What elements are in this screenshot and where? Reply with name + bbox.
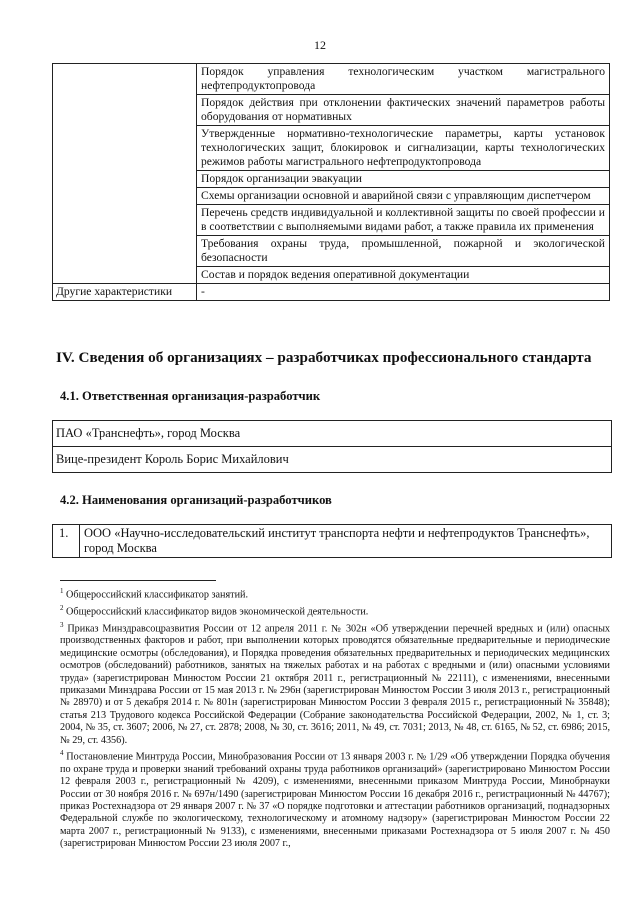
responsible-org-signatory: Вице-президент Король Борис Михайлович [53, 447, 612, 473]
developer-org-name: ООО «Научно-исследовательский институт транспорта нефти и нефтепродуктов Транснефть», город Москва [80, 525, 612, 558]
requirements-table [52, 63, 610, 301]
developer-orgs-table [52, 524, 612, 558]
table-cell-value: Утвержденные нормативно-технологические параметры, карты установок технологических защит, блокировок и сигнализации, карты технологических режимов работы магистрального нефтепродуктопровода [197, 126, 610, 171]
developer-orgs-heading: 4.2. Наименования организаций-разработчиков [60, 493, 332, 507]
table-cell-value: Перечень средств индивидуальной и коллективной защиты по своей профессии и в соответствии с выполняемыми видами работ, а также правила их применения [197, 205, 610, 236]
footnote [60, 602, 610, 619]
page-number: 12 [314, 38, 326, 52]
footnote [60, 619, 610, 747]
footnote [60, 585, 610, 602]
section-title: IV. Сведения об организациях – разработчиках профессионального стандарта [56, 349, 592, 366]
footnote [60, 747, 610, 851]
table-cell-value: Схемы организации основной и аварийной связи с управляющим диспетчером [197, 188, 610, 205]
footnote-separator [60, 580, 216, 581]
responsible-org-table [52, 420, 612, 473]
responsible-org-heading: 4.1. Ответственная организация-разработчик [60, 389, 321, 403]
footnote-text: Общероссийский классификатор занятий. [66, 589, 249, 601]
table-cell-value: Порядок организации эвакуации [197, 171, 610, 188]
footnote-text: Постановление Минтруда России, Минобразования России от 13 января 2003 г. № 1/29 «Об утверждении Порядка обучения по охране труда и проверки знаний требований охраны труда работников организаций» (зарегистрировано Минюстом России 12 февраля 2003 г., регистрационный № 4209), с изменениями, внесенными приказом Минтруда России, Минобрнауки России от 30 ноября 2016 г. № 697н/1490 (зарегистрирован Минюстом России 16 декабря 2016 г., регистрационный № 44767); приказ Ростехнадзора от 29 января 2007 г. № 37 «О порядке подготовки и аттестации работников организаций, поднадзорных Федеральной службе по экологическому, технологическому и атомному надзору» (зарегистрирован Минюстом России 22 марта 2007 г., регистрационный № 9133), с изменениями, внесенными приказами Ростехнадзора от 5 июля 2007 г. № 450 (зарегистрирован Минюстом России 23 июля 2007 г., [60, 751, 611, 850]
footnote-mark: 2 [60, 603, 64, 612]
table-cell-value: Состав и порядок ведения оперативной документации [197, 267, 610, 284]
table-row [53, 64, 610, 95]
footnotes [60, 585, 610, 851]
table-cell-value: - [197, 284, 610, 301]
table-row [53, 421, 612, 447]
table-row [53, 447, 612, 473]
table-cell-label: Другие характеристики [53, 284, 197, 301]
responsible-org-name: ПАО «Транснефть», город Москва [53, 421, 612, 447]
footnote-mark: 1 [60, 587, 64, 595]
table-cell-label [53, 64, 197, 284]
footnote-text: Общероссийский классификатор видов экономической деятельности. [66, 606, 369, 618]
table-cell-value: Требования охраны труда, промышленной, пожарной и экологической безопасности [197, 236, 610, 267]
developer-org-number: 1. [53, 525, 80, 558]
table-row [53, 525, 612, 558]
footnote-mark: 3 [60, 620, 64, 629]
footnote-mark: 4 [60, 749, 64, 758]
footnote-text: Приказ Минздравсоцразвития России от 12 апреля 2011 г. № 302н «Об утверждении перечней вредных и (или) опасных производственных факторов и работ, при выполнении которых проводятся обязательные предварительные и периодические медицинские осмотры (обследования), и Порядка проведения обязательных предварительных и периодических медицинских осмотров (обследований) работников, занятых на тяжелых работах и на работах с вредными и (или) опасными условиями труда» (зарегистрирован Минюстом России 21 октября 2011 г., регистрационный № 22111), с изменениями, внесенными приказами Минздрава России от 15 мая 2013 г. № 296н (зарегистрирован Минюстом России 3 июля 2013 г., регистрационный № 28970) и от 5 декабря 2014 г. № 801н (зарегистрирован Минюстом России 3 февраля 2015 г., регистрационный № 35848); статья 213 Трудового кодекса Российской Федерации (Собрание законодательства Российской Федерации, 2002, № 1, ст. 3; 2004, № 35, ст. 3607; 2006, № 27, ст. 2878; 2008, № 30, ст. 3616; 2011, № 49, ст. 7031; 2013, № 48, ст. 6165, № 52, ст. 6986; 2015, № 29, ст. 4356). [60, 622, 611, 746]
table-cell-value: Порядок управления технологическим участком магистрального нефтепродуктопровода [197, 64, 610, 95]
table-row [53, 284, 610, 301]
table-cell-value: Порядок действия при отклонении фактических значений параметров работы оборудования от нормативных [197, 95, 610, 126]
